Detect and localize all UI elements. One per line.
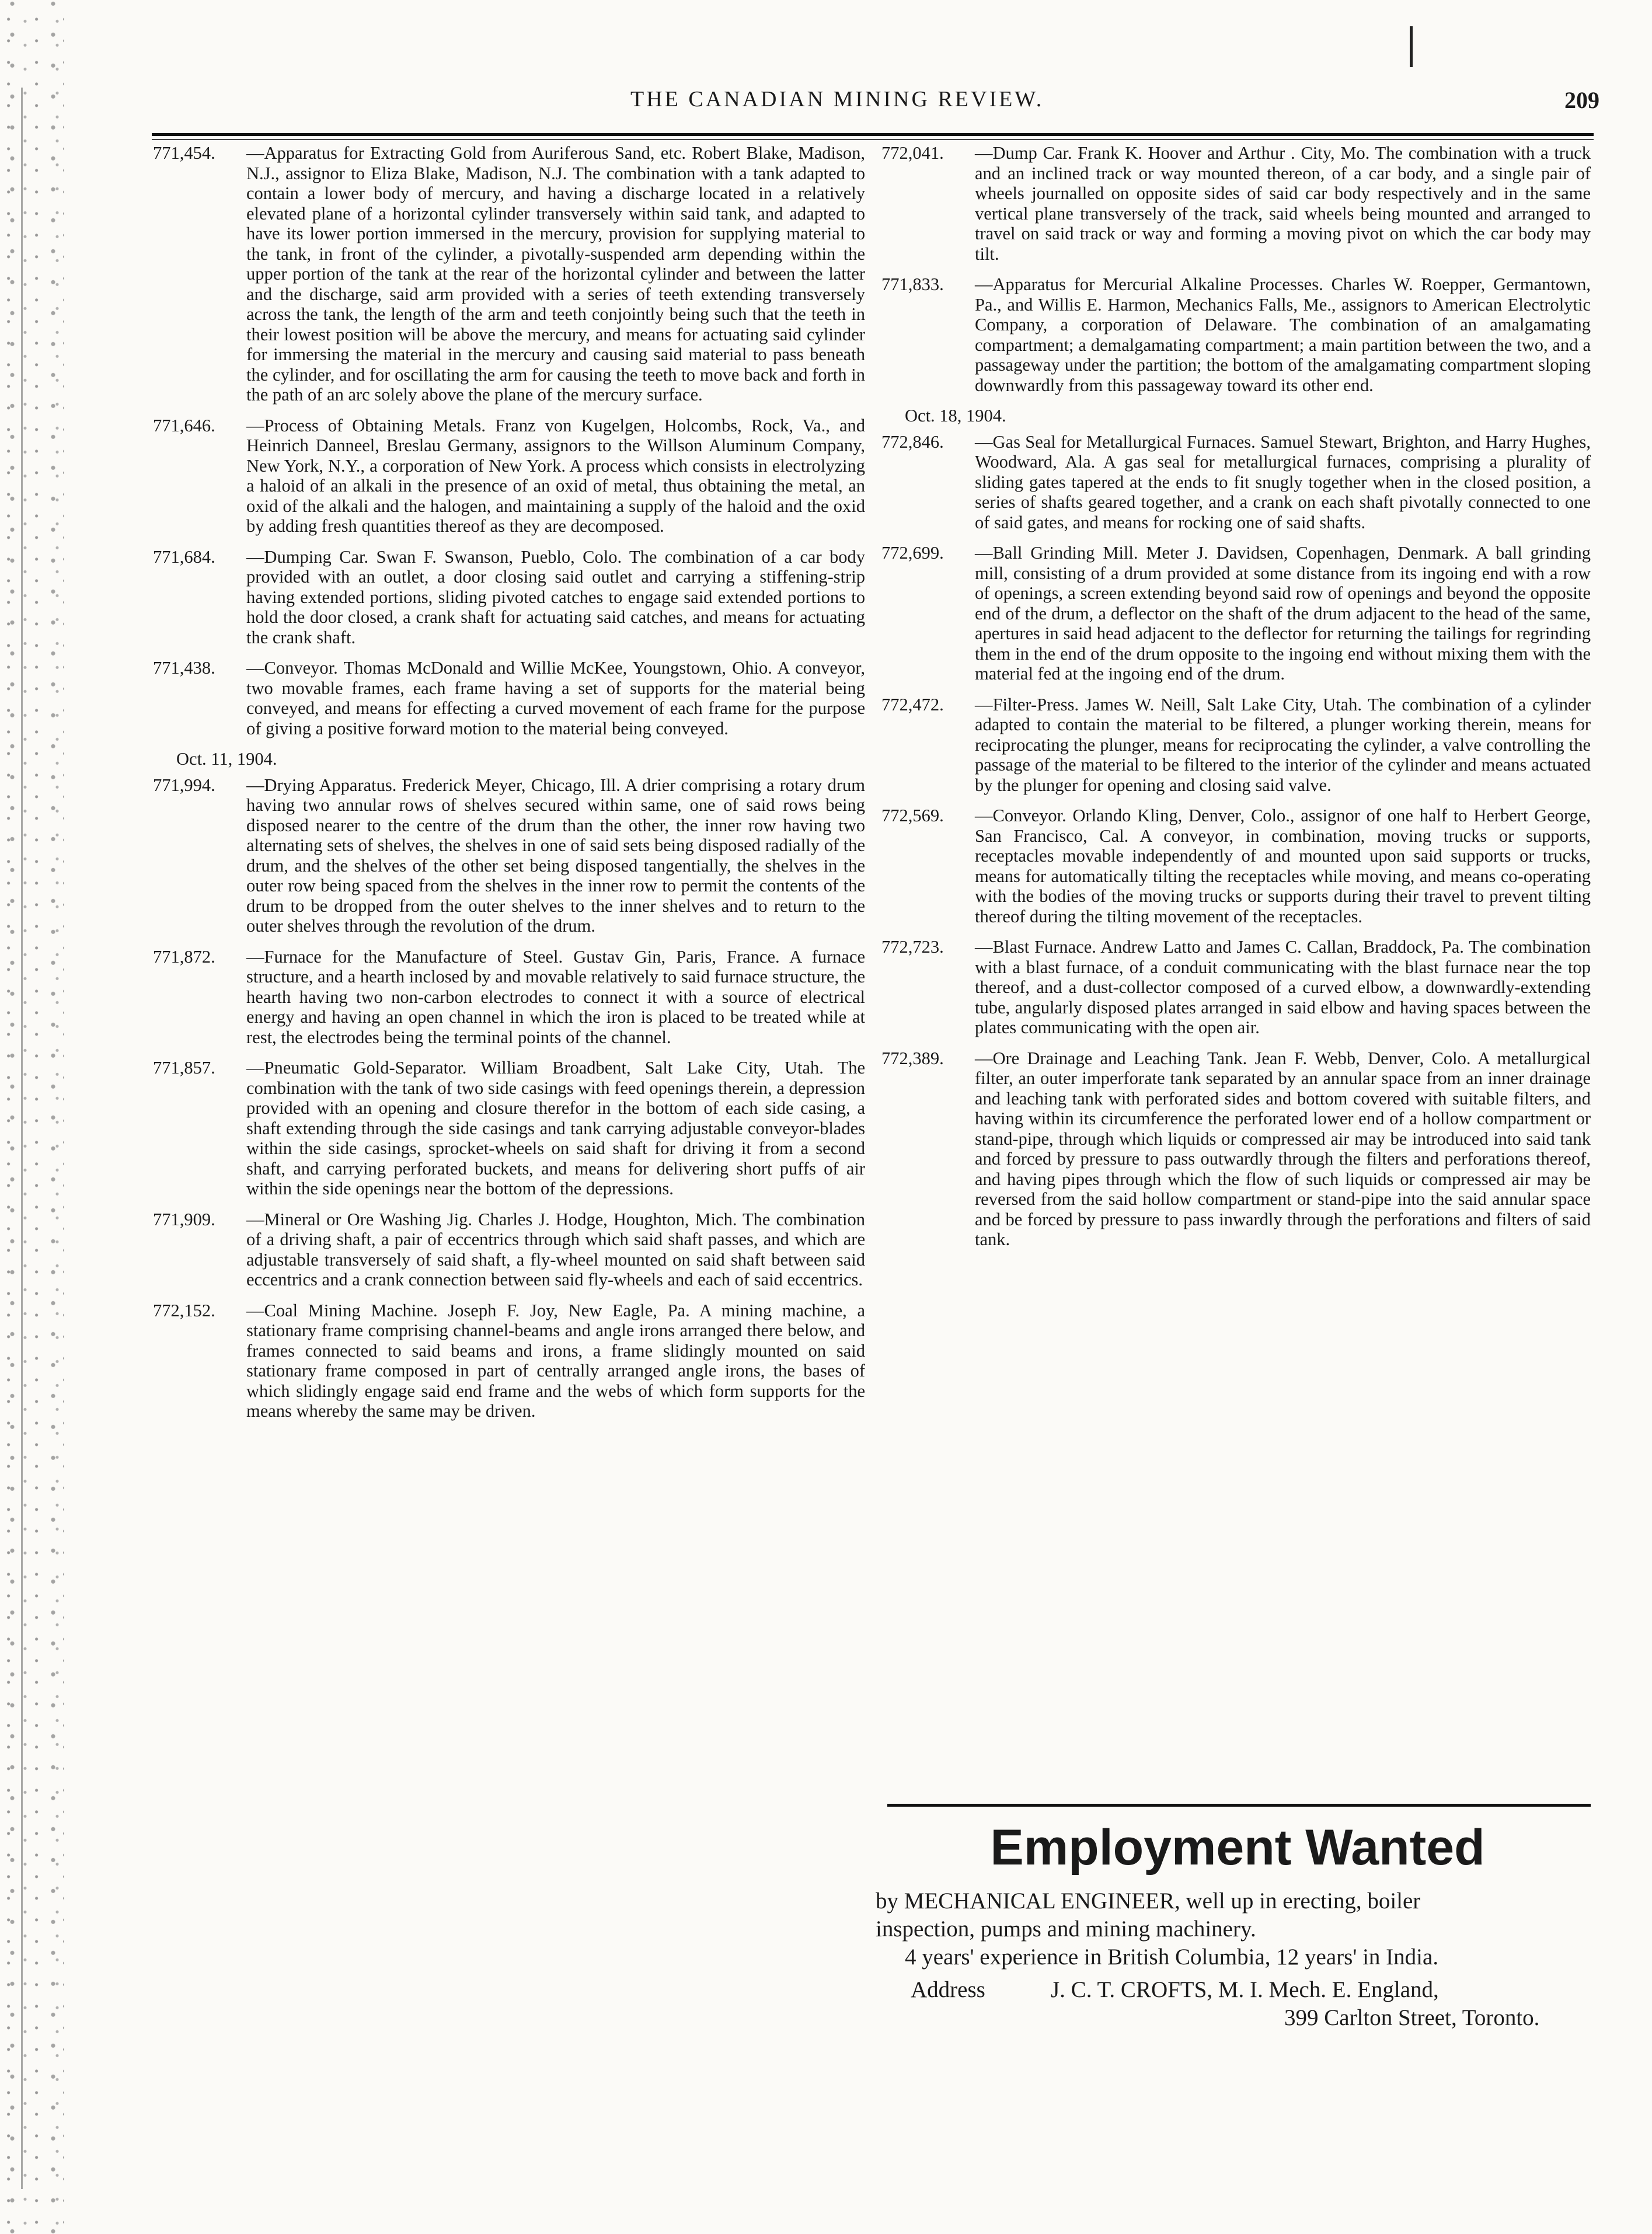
- patent-entry: [153, 658, 865, 738]
- patent-entry: [881, 543, 1591, 684]
- patent-entry: [153, 775, 865, 936]
- ad-line-2: inspection, pumps and mining machinery.: [876, 1916, 1256, 1942]
- patent-description: —Blast Furnace. Andrew Latto and James C. Callan, Braddock, Pa. The combination with a blast furnace, of a conduit communicating with the blast furnace near the top thereof, and a dust-collector composed of a curved elbow, a downwardly-extending tube, angularly disposed plates arranged in said elbow and having spaces between the plates communicating with the open air.: [975, 937, 1591, 1037]
- patent-number: 771,684.: [153, 546, 215, 567]
- page-header: [152, 86, 1623, 127]
- patent-number: 771,646.: [153, 415, 215, 435]
- date-heading: Oct. 18, 1904.: [905, 406, 1006, 426]
- right-column: [881, 143, 1591, 1260]
- patent-entry: [881, 143, 1591, 264]
- patent-description: —Coal Mining Machine. Joseph F. Joy, New Eagle, Pa. A mining machine, a stationary frame comprising channel-beams and angle irons arranged there below, and frames connected to said beams and irons, a frame slidingly mounted on said stationary frame composed in part of centrally arranged angle irons, the bases of which slidingly engage said end frame and the webs of which form supports for the means whereby the same may be driven.: [246, 1300, 865, 1421]
- patent-number: 772,846.: [881, 431, 944, 452]
- patent-entry: [881, 1048, 1591, 1250]
- ad-line-3: 4 years' experience in British Columbia, 12 years' in India.: [905, 1944, 1439, 1970]
- patent-description: —Dump Car. Frank K. Hoover and Arthur . City, Mo. The combination with a truck and an inclined track or way mounted thereon, of a car body, and a single pair of wheels journalled on opposite sides of said car body respectively and in the same vertical plane transversely of the track, said wheels being mounted and arranged to travel on said track or way and forming a moving pivot on which the car body may tilt.: [975, 143, 1591, 264]
- journal-title: THE CANADIAN MINING REVIEW.: [630, 87, 1044, 111]
- patent-description: —Ore Drainage and Leaching Tank. Jean F. Webb, Denver, Colo. A metallurgical filter, an outer imperforate tank separated by an annular space from an inner drainage and leaching tank with perforated sides and bottom covered with suitable filters, and having within its circumference the perforated lower end of a hollow compartment or stand-pipe, through which liquids or compressed air may be introduced into said tank and forced by pressure to pass outwardly through the filters and perforations thereof, and having pipes through which the flow of such liquids or compressed air may be reversed from the said hollow compartment or stand-pipe into the said annular space and be forced by pressure to pass inwardly through the perforations and filters of said tank.: [975, 1048, 1591, 1249]
- patent-description: —Conveyor. Orlando Kling, Denver, Colo., assignor of one half to Herbert George, San Francisco, Cal. A conveyor, in combination, moving trucks or supports, receptacles movable independently of and mounted upon said supports or trucks, means for automatically tilting the receptacles while moving, and means co-operating with the bodies of the moving trucks or supports during their travel to prevent tilting thereof during the tilting movement of the receptacles.: [975, 806, 1591, 926]
- header-rule-thin: [152, 139, 1594, 140]
- patent-description: —Process of Obtaining Metals. Franz von Kugelgen, Holcombs, Rock, Va., and Heinrich Danneel, Breslau Germany, assignors to the Willson Aluminum Company, New York, N.Y., a corporation of New York. A process which consists in electrolyzing a haloid of an alkali in the presence of an oxid of metal, thus obtaining the metal, an oxid of the alkali and the halogen, and maintaining a supply of the haloid and the oxid by adding fresh quantities thereof as they are decomposed.: [246, 415, 865, 536]
- header-rule: [152, 133, 1594, 136]
- advertisement-rule: [887, 1804, 1591, 1807]
- scan-mark: [1410, 26, 1413, 67]
- patent-description: —Dumping Car. Swan F. Swanson, Pueblo, Colo. The combination of a car body provided with an outlet, a door closing said outlet and carrying a stiffening-strip having extended portions, sliding pivoted catches to engage said extended portions to hold the door closed, a crank shaft for actuating said catches, and means for actuating the crank shaft.: [246, 546, 865, 647]
- patent-entry: [153, 547, 865, 648]
- patent-number: 771,994.: [153, 775, 215, 795]
- patent-description: —Apparatus for Mercurial Alkaline Processes. Charles W. Roepper, Germantown, Pa., and Willis E. Harmon, Mechanics Falls, Me., assignors to American Electrolytic Company, a corporation of Delaware. The combination of an amalgamating compartment; a demalgamating compartment; a main partition between the two, and a passageway under the partition; the bottom of the amalgamating compartment sloping downwardly from this passageway toward its other end.: [975, 274, 1591, 395]
- patent-description: —Gas Seal for Metallurgical Furnaces. Samuel Stewart, Brighton, and Harry Hughes, Woodward, Ala. A gas seal for metallurgical furnaces, comprising a plurality of sliding gates tapered at the ends to fit snugly together when in the closed position, a series of shafts geared together, and a crank on each shaft pivotally connected to one of said gates, and means for rocking one of said shafts.: [975, 431, 1591, 532]
- patent-description: —Conveyor. Thomas McDonald and Willie McKee, Youngstown, Ohio. A conveyor, two movable frames, each frame having a set of supports for the material being conveyed, and means for effecting a curved movement of each frame for the purpose of giving a positive forward motion to the material being conveyed.: [246, 658, 865, 738]
- ad-line-1: by MECHANICAL ENGINEER, well up in erecting, boiler: [876, 1888, 1421, 1914]
- patent-number: 771,833.: [881, 274, 944, 294]
- patent-number: 772,472.: [881, 694, 944, 715]
- ad-headline: Employment Wanted: [990, 1820, 1485, 1876]
- patent-number: 771,857.: [153, 1058, 215, 1078]
- date-heading: Oct. 11, 1904.: [176, 749, 277, 769]
- patent-number: 772,723.: [881, 937, 944, 957]
- patent-entry: [881, 274, 1591, 395]
- patent-entry: [153, 1301, 865, 1421]
- ad-address: [876, 1976, 1599, 2004]
- patent-entry: [153, 143, 865, 405]
- patent-entry: [153, 947, 865, 1048]
- patent-entry: [153, 1210, 865, 1290]
- patent-entry: [881, 432, 1591, 533]
- patent-number: 772,152.: [153, 1300, 215, 1320]
- patent-description: —Drying Apparatus. Frederick Meyer, Chicago, Ill. A drier comprising a rotary drum having two annular rows of shelves secured within same, one of said rows being disposed nearer to the centre of the drum than the other, the inner row having two alternating sets of shelves, the shelves in one of said sets being disposed radially of the drum, and the shelves of the other set being disposed tangentially, the shelves in the outer row being spaced from the shelves in the inner row to permit the contents of the drum to be dropped from the outer shelves to the inner shelves and to return to the outer shelves through the revolution of the drum.: [246, 775, 865, 936]
- patent-entry: [881, 695, 1591, 796]
- patent-description: —Filter-Press. James W. Neill, Salt Lake City, Utah. The combination of a cylinder adapted to contain the material to be filtered, a plunger working therein, means for reciprocating the plunger, means for reciprocating the cylinder, a valve controlling the passage of the material to be filtered to the interior of the cylinder and means actuated by the plunger for opening and closing said valve.: [975, 694, 1591, 795]
- scan-edge-line: [21, 88, 23, 2189]
- patent-entry: [153, 416, 865, 536]
- ad-address-name: J. C. T. CROFTS, M. I. Mech. E. England,: [1051, 1977, 1439, 2002]
- patent-number: 772,699.: [881, 543, 944, 563]
- patent-description: —Mineral or Ore Washing Jig. Charles J. Hodge, Houghton, Mich. The combination of a driving shaft, a pair of eccentrics through which said shaft passes, and which are adjustable transversely of said shaft, a fly-wheel mounted on said shaft between said eccentrics and a crank connection between said fly-wheels and each of said eccentrics.: [246, 1209, 865, 1289]
- patent-number: 772,041.: [881, 143, 944, 163]
- page-number: 209: [1564, 87, 1599, 113]
- patent-description: —Ball Grinding Mill. Meter J. Davidsen, Copenhagen, Denmark. A ball grinding mill, consisting of a drum provided at some distance from its ingoing end with a row of openings, a screen extending beyond said row of openings and beyond the opposite end of the drum, a deflector on the shaft of the drum adjacent to the head of the same, apertures in said head adjacent to the deflector for returning the tailings for regrinding them in the end of the drum opposite to the ingoing end without mixing them with the material fed at the ingoing end of the drum.: [975, 543, 1591, 684]
- employment-advertisement: [876, 1818, 1599, 2032]
- patent-number: 771,909.: [153, 1209, 215, 1229]
- patent-entry: [881, 937, 1591, 1038]
- patent-entry: [881, 806, 1591, 926]
- scan-edge-speckle: [0, 0, 64, 2234]
- left-column: [153, 143, 865, 1432]
- patent-description: —Apparatus for Extracting Gold from Auriferous Sand, etc. Robert Blake, Madison, N.J., assignor to Eliza Blake, Madison, N.J. The combination with a tank adapted to contain a lower body of mercury, and having a discharge located in a relatively elevated plane of a horizontal cylinder transversely within said tank, and adapted to have its lower portion immersed in the mercury, provision for supplying material to the tank, in front of the cylinder, a pivotally-suspended arm depending within the upper portion of the tank at the rear of the horizontal cylinder and between the latter and the discharge, said arm provided with a series of teeth extending transversely across the tank, the length of the arm and teeth conjointly being such that the teeth in their lowest position will be above the mercury, and means for actuating said cylinder for immersing the material in the mercury and causing said material to pass beneath the cylinder, and for oscillating the arm for causing the teeth to move back and forth in the path of an arc solely above the plane of the mercury surface.: [246, 143, 865, 405]
- patent-number: 772,389.: [881, 1048, 944, 1068]
- patent-number: 771,438.: [153, 658, 215, 678]
- patent-description: —Pneumatic Gold-Separator. William Broadbent, Salt Lake City, Utah. The combination with the tank of two side casings with feed openings therein, a depression provided with an opening and closure therefor in the bottom of each side casing, a shaft extending through the side casings and tank carrying adjustable conveyor-blades within the side casings, sprocket-wheels on said shaft for driving it from a second shaft, and carrying perforated buckets, and means for delivering short puffs of air within the side openings near the bottom of the depressions.: [246, 1058, 865, 1198]
- patent-entry: [153, 1058, 865, 1199]
- patent-number: 771,454.: [153, 143, 215, 163]
- ad-address-label: Address: [911, 1977, 985, 2002]
- ad-address-street: 399 Carlton Street, Toronto.: [1284, 2005, 1540, 2030]
- patent-number: 772,569.: [881, 806, 944, 825]
- patent-number: 771,872.: [153, 946, 215, 967]
- patent-description: —Furnace for the Manufacture of Steel. Gustav Gin, Paris, France. A furnace structure, and a hearth inclosed by and movable relatively to said furnace structure, the hearth having two non-carbon electrodes to connect it with a source of electrical energy and having an open channel in which the iron is placed to be treated while at rest, the electrodes being the terminal points of the channel.: [246, 946, 865, 1047]
